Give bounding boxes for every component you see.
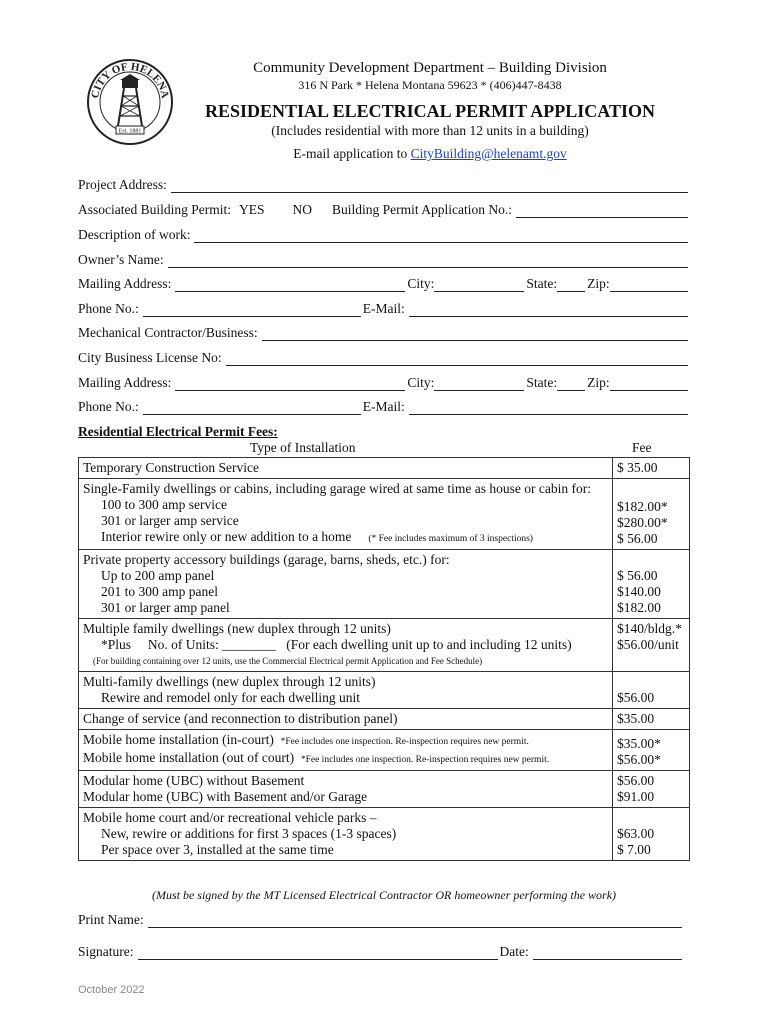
table-row — [79, 672, 690, 709]
city-license-row — [78, 348, 690, 366]
signature-row — [78, 942, 684, 960]
fee-value: $35.00* — [617, 736, 661, 751]
owner-mailing-label: Mailing Address: — [78, 276, 172, 291]
city-license-field[interactable] — [226, 353, 688, 366]
fee-value: $182.00* — [617, 499, 668, 514]
fees-section-title: Residential Electrical Permit Fees: — [78, 424, 278, 439]
owner-name-field[interactable] — [168, 255, 688, 268]
owner-state-field[interactable] — [557, 279, 585, 292]
fee-value: $91.00 — [617, 789, 655, 804]
yes-option[interactable]: YES — [239, 202, 265, 217]
fee-value: $35.00 — [613, 709, 690, 730]
owner-mailing-row — [78, 274, 690, 292]
owner-zip-field[interactable] — [610, 279, 688, 292]
associated-permit-row — [78, 200, 690, 218]
contractor-city-field[interactable] — [434, 378, 524, 391]
multi-rewire-item: Rewire and remodel only for each dwelling unit — [101, 690, 361, 705]
description-label: Description of work: — [78, 227, 191, 242]
footer-date: October 2022 — [78, 984, 145, 996]
table-row — [79, 479, 690, 550]
single-family-item: 301 or larger amp service — [101, 513, 239, 528]
contractor-state-label: State: — [526, 375, 558, 390]
mech-contractor-row — [78, 323, 690, 341]
description-field[interactable] — [194, 230, 688, 243]
table-row — [79, 619, 690, 672]
modular-item: Modular home (UBC) without Basement — [83, 773, 305, 788]
fee-value: $56.00 — [617, 773, 655, 788]
associated-permit-label: Associated Building Permit: — [78, 202, 231, 217]
contractor-city-label: City: — [407, 375, 435, 390]
contractor-state-field[interactable] — [557, 378, 585, 391]
owner-zip-label: Zip: — [587, 276, 610, 291]
contractor-phone-label: Phone No.: — [78, 399, 139, 414]
col-fee-header: Fee — [632, 440, 652, 455]
email-link[interactable]: CityBuilding@helenamt.gov — [410, 146, 567, 161]
fee-value: $ 56.00 — [617, 531, 658, 546]
change-label: Change of service (and reconnection to distribution panel) — [79, 709, 613, 730]
owner-phone-row — [78, 299, 690, 317]
modular-item: Modular home (UBC) with Basement and/or Garage — [83, 789, 368, 804]
page-subtitle: (Includes residential with more than 12 units in a building) — [271, 123, 589, 138]
department-name: Community Development Department – Building Division — [253, 60, 607, 76]
signature-label: Signature: — [78, 944, 134, 959]
permit-app-no-label: Building Permit Application No.: — [332, 202, 513, 217]
city-license-label: City Business License No: — [78, 350, 222, 365]
date-field[interactable] — [533, 947, 682, 960]
owner-city-field[interactable] — [434, 279, 524, 292]
multi-rewire-label: Multi-family dwellings (new duplex through 12 units) — [83, 674, 376, 689]
description-row — [78, 225, 690, 243]
table-row — [79, 550, 690, 619]
single-family-item: 100 to 300 amp service — [101, 497, 227, 512]
owner-email-label: E-Mail: — [362, 301, 405, 316]
fee-value: $56.00* — [617, 752, 661, 767]
single-family-note: (* Fee includes maximum of 3 inspections) — [368, 534, 533, 544]
email-instruction — [180, 146, 680, 162]
mobile-out-note: *Fee includes one inspection. Re-inspection requires new permit. — [300, 755, 550, 765]
contractor-phone-field[interactable] — [143, 402, 361, 415]
project-address-label: Project Address: — [78, 177, 167, 192]
print-name-label: Print Name: — [78, 912, 144, 927]
signature-field[interactable] — [138, 947, 498, 960]
mobile-in-court: Mobile home installation (in-court) — [83, 732, 274, 747]
multiple-note: (For building containing over 12 units, use the Commercial Electrical permit Application and Fee Schedule) — [93, 656, 483, 666]
signature-note: (Must be signed by the MT Licensed Electrical Contractor OR homeowner performing the work) — [151, 888, 617, 902]
fee-value: $63.00 — [617, 826, 655, 841]
contractor-mailing-label: Mailing Address: — [78, 375, 172, 390]
page-title: RESIDENTIAL ELECTRICAL PERMIT APPLICATION — [205, 101, 655, 121]
col-type-header: Type of Installation — [250, 440, 356, 455]
contractor-zip-label: Zip: — [587, 375, 610, 390]
table-row — [79, 458, 690, 479]
mech-contractor-label: Mechanical Contractor/Business: — [78, 325, 258, 340]
fee-value: $140/bldg.* — [617, 621, 682, 636]
contractor-mailing-row — [78, 373, 690, 391]
contractor-zip-field[interactable] — [610, 378, 688, 391]
multiple-each: (For each dwelling unit up to and including 12 units) — [286, 637, 572, 652]
owner-name-label: Owner’s Name: — [78, 252, 164, 267]
single-family-item: Interior rewire only or new addition to a home — [101, 529, 352, 544]
multiple-label: Multiple family dwellings (new duplex through 12 units) — [83, 621, 391, 636]
court-item: New, rewire or additions for first 3 spaces (1-3 spaces) — [101, 826, 397, 841]
fee-value: $182.00 — [617, 600, 661, 615]
mobile-out-court: Mobile home installation (out of court) — [83, 750, 295, 765]
print-name-row — [78, 910, 684, 928]
fee-value: $ 7.00 — [617, 842, 651, 857]
department-address: 316 N Park * Helena Montana 59623 * (406)447-8438 — [298, 78, 562, 92]
owner-mailing-field[interactable] — [175, 279, 405, 292]
no-option[interactable]: NO — [292, 202, 313, 217]
svg-text:Est. 1881: Est. 1881 — [118, 128, 142, 135]
private-item: 301 or larger amp panel — [101, 600, 230, 615]
owner-phone-field[interactable] — [143, 304, 361, 317]
fees-table — [78, 457, 690, 861]
fee-value: $56.00 — [613, 672, 690, 709]
email-prefix: E-mail application to — [293, 146, 411, 161]
court-item: Per space over 3, installed at the same time — [101, 842, 334, 857]
fee-value: $ 56.00 — [617, 568, 658, 583]
private-label: Private property accessory buildings (garage, barns, sheds, etc.) for: — [83, 552, 450, 567]
owner-city-label: City: — [407, 276, 435, 291]
owner-phone-label: Phone No.: — [78, 301, 139, 316]
city-seal-logo — [86, 58, 174, 146]
table-row — [79, 771, 690, 808]
temp-fee: $ 35.00 — [613, 458, 690, 479]
project-address-row — [78, 175, 690, 193]
fee-value: $140.00 — [617, 584, 661, 599]
project-address-field[interactable] — [171, 180, 688, 193]
table-row — [79, 709, 690, 730]
owner-name-row — [78, 250, 690, 268]
contractor-phone-row — [78, 397, 690, 415]
multiple-units[interactable]: No. of Units: ________ — [147, 637, 277, 652]
private-item: Up to 200 amp panel — [101, 568, 215, 583]
multiple-plus: *Plus — [101, 637, 132, 652]
owner-email-field[interactable] — [409, 304, 688, 317]
permit-app-no-field[interactable] — [516, 205, 688, 218]
private-item: 201 to 300 amp panel — [101, 584, 218, 599]
owner-state-label: State: — [526, 276, 558, 291]
table-row — [79, 808, 690, 861]
svg-text:CITY OF HELENA: CITY OF HELENA — [89, 60, 171, 100]
temp-label: Temporary Construction Service — [79, 458, 613, 479]
mobile-in-note: *Fee includes one inspection. Re-inspection requires new permit. — [280, 737, 529, 747]
mech-contractor-field[interactable] — [262, 328, 688, 341]
court-label: Mobile home court and/or recreational vehicle parks – — [83, 810, 377, 825]
fee-value: $56.00/unit — [617, 637, 679, 652]
single-family-label: Single-Family dwellings or cabins, including garage wired at same time as house or cabin for: — [83, 481, 591, 496]
print-name-field[interactable] — [148, 915, 682, 928]
contractor-mailing-field[interactable] — [175, 378, 405, 391]
contractor-email-label: E-Mail: — [362, 399, 405, 414]
table-row — [79, 730, 690, 771]
date-label: Date: — [499, 944, 529, 959]
contractor-email-field[interactable] — [409, 402, 688, 415]
fee-value: $280.00* — [617, 515, 668, 530]
